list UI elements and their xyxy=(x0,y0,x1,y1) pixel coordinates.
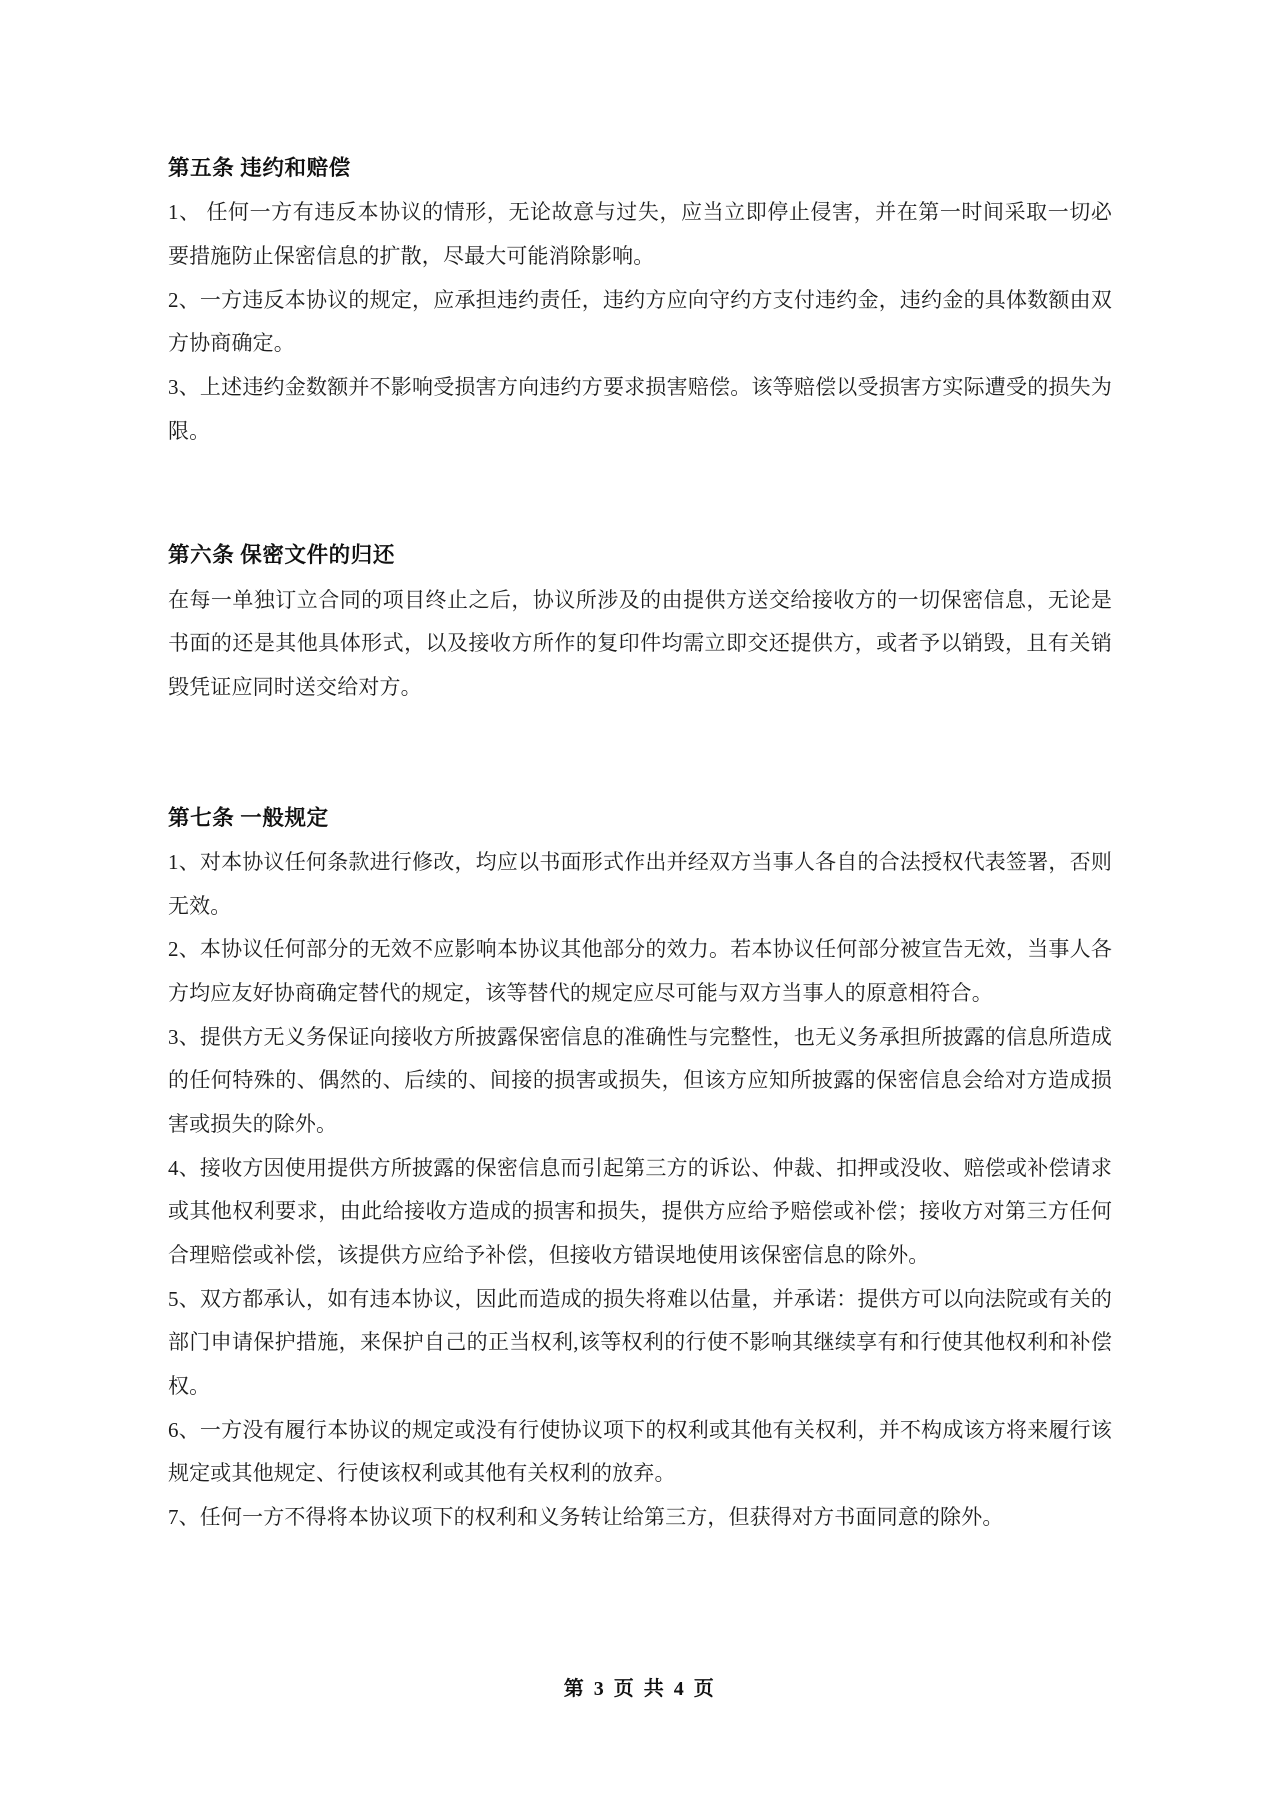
article-7-heading: 第七条 一般规定 xyxy=(168,805,329,830)
document-body xyxy=(168,152,1112,1540)
article-7-clause-2: 2、本协议任何部分的无效不应影响本协议其他部分的效力。若本协议任何部分被宣告无效，当事人各方均应友好协商确定替代的规定，该等替代的规定应尽可能与双方当事人的原意相符合。 xyxy=(168,937,1112,1005)
article-6-body: 在每一单独订立合同的项目终止之后，协议所涉及的由提供方送交给接收方的一切保密信息，无论是书面的还是其他具体形式，以及接收方所作的复印件均需立即交还提供方，或者予以销毁，且有关销毁凭证应同时送交给对方。 xyxy=(168,587,1112,699)
page-number-footer: 第 3 页 共 4 页 xyxy=(563,1678,717,1700)
article-7 xyxy=(168,802,1112,1540)
article-7-clause-4: 4、接收方因使用提供方所披露的保密信息而引起第三方的诉讼、仲裁、扣押或没收、赔偿或补偿请求或其他权利要求，由此给接收方造成的损害和损失，提供方应给予赔偿或补偿；接收方对第三方任何合理赔偿或补偿，该提供方应给予补偿，但接收方错误地使用该保密信息的除外。 xyxy=(168,1155,1112,1268)
article-7-clause-7: 7、任何一方不得将本协议项下的权利和义务转让给第三方，但获得对方书面同意的除外。 xyxy=(168,1505,1004,1530)
article-5-heading: 第五条 违约和赔偿 xyxy=(168,156,351,180)
section-spacer xyxy=(168,710,1112,802)
article-6-heading: 第六条 保密文件的归还 xyxy=(168,543,395,568)
article-7-clause-3: 3、提供方无义务保证向接收方所披露保密信息的准确性与完整性，也无义务承担所披露的信息所造成的任何特殊的、偶然的、后续的、间接的损害或损失，但该方应知所披露的保密信息会给对方造成损害或损失的除外。 xyxy=(168,1024,1112,1137)
article-7-clause-5: 5、双方都承认，如有违本协议，因此而造成的损失将难以估量，并承诺：提供方可以向法院或有关的部门申请保护措施，来保护自己的正当权利,该等权利的行使不影响其继续享有和行使其他权利和补偿权。 xyxy=(168,1286,1112,1399)
article-7-clause-1: 1、对本协议任何条款进行修改，均应以书面形式作出并经双方当事人各自的合法授权代表签署，否则无效。 xyxy=(168,849,1112,918)
section-spacer xyxy=(168,453,1112,539)
article-5-clause-2: 2、一方违反本协议的规定，应承担违约责任，违约方应向守约方支付违约金，违约金的具体数额由双方协商确定。 xyxy=(168,287,1112,356)
article-6 xyxy=(168,539,1112,709)
article-5-clause-1: 1、 任何一方有违反本协议的情形，无论故意与过失，应当立即停止侵害，并在第一时间采取一切必要措施防止保密信息的扩散，尽最大可能消除影响。 xyxy=(168,200,1112,268)
article-5 xyxy=(168,152,1112,453)
article-7-clause-6: 6、一方没有履行本协议的规定或没有行使协议项下的权利或其他有关权利，并不构成该方将来履行该规定或其他规定、行使该权利或其他有关权利的放弃。 xyxy=(168,1417,1112,1486)
article-5-clause-3: 3、上述违约金数额并不影响受损害方向违约方要求损害赔偿。该等赔偿以受损害方实际遭受的损失为限。 xyxy=(168,375,1112,443)
